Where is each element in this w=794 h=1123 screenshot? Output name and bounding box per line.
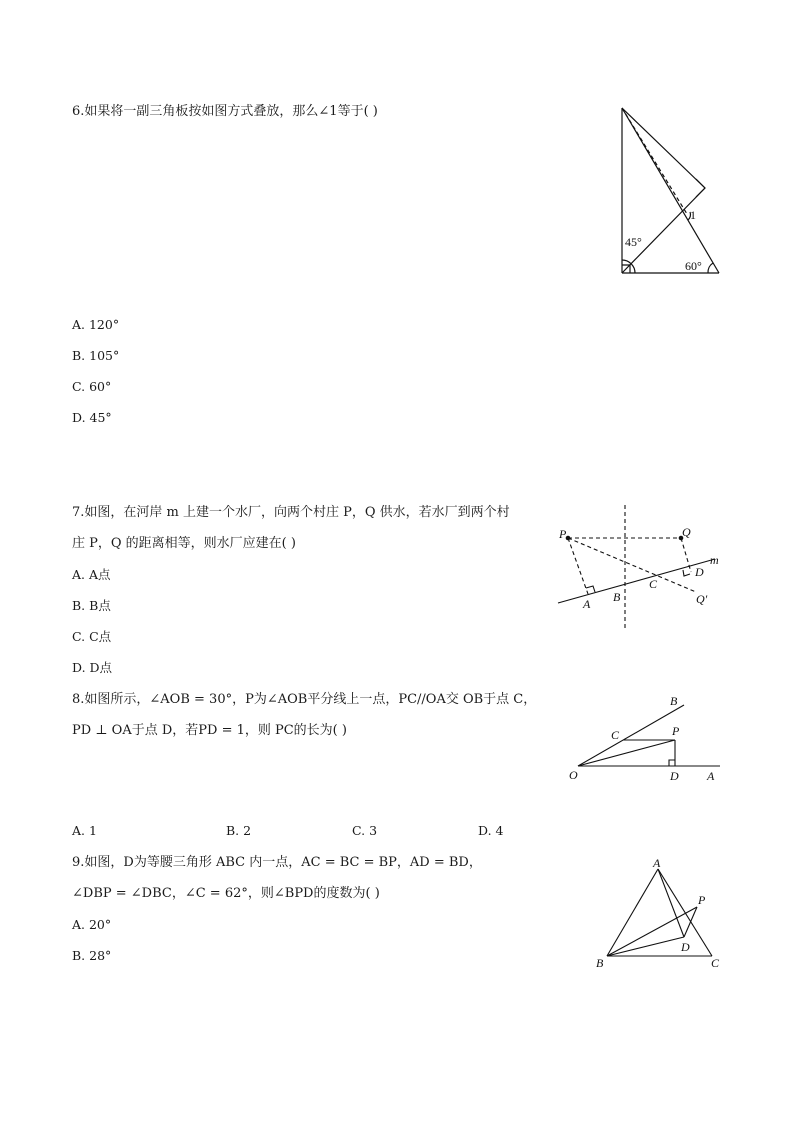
q7-stem-line-1: 7.如图，在河岸 m 上建一个水厂，向两个村庄 P，Q 供水，若水厂到两个村 xyxy=(72,505,510,520)
q6-option-d[interactable]: D. 45° xyxy=(72,410,112,425)
q9-figure-isosceles xyxy=(590,852,730,977)
q9-stem-line-2: ∠DBP = ∠DBC，∠C = 62°，则∠BPD的度数为( ) xyxy=(72,886,380,901)
q6-label-60: 60° xyxy=(685,259,702,273)
q6-angle-arc-60 xyxy=(708,263,713,273)
q6-label-45: 45° xyxy=(625,235,642,249)
q8-option-d[interactable]: D. 4 xyxy=(478,823,504,838)
q9-option-b[interactable]: B. 28° xyxy=(72,948,112,963)
q7-label-m: m xyxy=(710,553,719,567)
q9-label-p: P xyxy=(698,893,706,907)
q9-label-c: C xyxy=(711,956,720,970)
q6-option-c[interactable]: C. 60° xyxy=(72,379,112,394)
q8-label-p: P xyxy=(672,724,680,738)
q7-river-line-m xyxy=(558,559,715,603)
q9-label-d: D xyxy=(681,940,690,954)
q9-side-ab xyxy=(607,869,658,956)
q7-line-p-qprime xyxy=(568,538,696,592)
q8-label-b: B xyxy=(670,694,678,708)
q8-label-c: C xyxy=(611,728,620,742)
q7-label-qprime: Q′ xyxy=(696,592,708,606)
q7-label-p: P xyxy=(559,527,567,541)
q9-segment-bd xyxy=(607,937,684,956)
q7-line-p-a xyxy=(568,538,588,594)
q8-right-angle-d xyxy=(669,760,675,766)
q6-right-angle-mark xyxy=(696,179,705,197)
q7-point-p xyxy=(566,536,571,541)
q9-segment-pd xyxy=(684,907,697,937)
q9-stem-line-1: 9.如图，D为等腰三角形 ABC 内一点，AC = BC = BP，AD = BD， xyxy=(72,855,482,870)
q6-option-b[interactable]: B. 105° xyxy=(72,348,120,363)
q9-label-b: B xyxy=(596,956,604,970)
q8-stem-line-2: PD ⊥ OA于点 D，若PD = 1，则 PC的长为( ) xyxy=(72,723,347,738)
q6-option-a[interactable]: A. 120° xyxy=(72,317,120,332)
q8-label-a: A xyxy=(707,769,715,783)
q9-segment-ad xyxy=(658,869,684,937)
q8-bisector-op xyxy=(578,740,675,766)
q7-figure-river xyxy=(550,500,730,630)
q7-label-d: D xyxy=(695,565,704,579)
q7-option-c[interactable]: C. C点 xyxy=(72,629,112,644)
q7-option-b[interactable]: B. B点 xyxy=(72,598,111,613)
q8-label-d: D xyxy=(670,769,679,783)
q7-option-a[interactable]: A. A点 xyxy=(72,567,111,582)
q6-stem: 6.如果将一副三角板按如图方式叠放，那么∠1等于( ) xyxy=(72,104,378,119)
q8-ray-ob xyxy=(578,705,684,766)
q7-label-c: C xyxy=(649,577,658,591)
q7-label-b: B xyxy=(613,590,621,604)
q6-label-1: 1 xyxy=(690,208,696,222)
q7-right-angle-d xyxy=(683,570,690,576)
q8-stem-line-1: 8.如图所示，∠AOB = 30°，P为∠AOB平分线上一点，PC//OA交 OB于点 C， xyxy=(72,692,537,707)
q9-label-a: A xyxy=(653,856,661,870)
q7-label-q: Q xyxy=(682,525,691,539)
q8-option-b[interactable]: B. 2 xyxy=(226,823,252,838)
q8-label-o: O xyxy=(569,768,578,782)
q7-label-a: A xyxy=(583,597,591,611)
q6-figure-triangle-rulers xyxy=(600,100,730,280)
q7-stem-line-2: 庄 P，Q 的距离相等，则水厂应建在( ) xyxy=(72,536,296,551)
q8-option-c[interactable]: C. 3 xyxy=(352,823,378,838)
q8-figure-angle xyxy=(560,688,730,788)
q9-option-a[interactable]: A. 20° xyxy=(72,917,112,932)
q8-option-a[interactable]: A. 1 xyxy=(72,823,97,838)
q7-option-d[interactable]: D. D点 xyxy=(72,660,113,675)
